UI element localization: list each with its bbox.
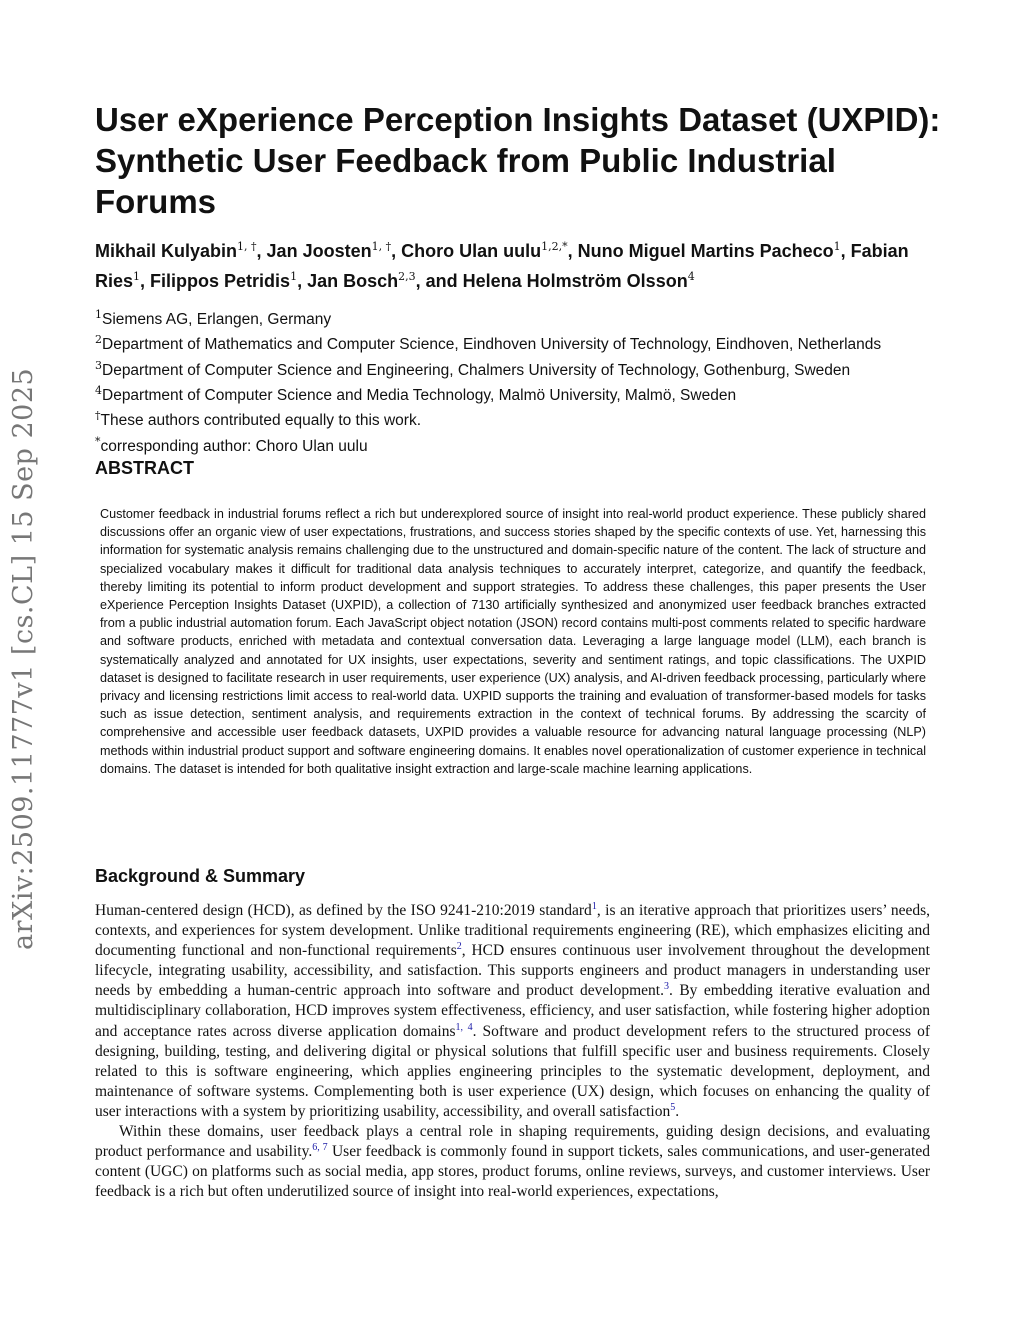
citation-link[interactable]: 2 <box>456 941 462 953</box>
affiliation-mark: 2 <box>95 333 102 347</box>
author-separator: , <box>140 271 151 291</box>
citation-link[interactable]: 3 <box>663 981 669 993</box>
author-list <box>95 234 945 294</box>
body-text: User feedback is commonly found in support tickets, sales communications, and user-generated content (UGC) on platforms such as social media, app stores, product forums, online reviews, surveys, and customer interviews. User feedback is a rich but often underutilized source of insight into real-world experiences, expectations, <box>95 1143 930 1201</box>
author-name: Choro Ulan uulu <box>401 241 542 261</box>
author-name: Nuno Miguel Martins Pacheco <box>577 241 834 261</box>
author-affiliation-mark: 1 <box>833 240 841 253</box>
affiliation-text: Department of Computer Science and Engineering, Chalmers University of Technology, Gothenburg, Sweden <box>102 361 851 379</box>
abstract-text: Customer feedback in industrial forums reflect a rich but underexplored source of insight into real-world product experience. These publicly shared discussions offer an organic view of user expectations, frustrations, and success stories shaped by the specific contexts of use. Yet, harnessing this information for systematic analysis remains challenging due to the unstructured and domain-specific nature of the content. The lack of structure and specialized vocabulary makes it difficult for traditional data analysis techniques to accurately interpret, categorize, and quantify the feedback, thereby limiting its potential to inform product development and support strategies. To address these challenges, this paper presents the User eXperience Perception Insights Dataset (UXPID), a collection of 7130 artificially synthesized and anonymized user feedback branches extracted from a public industrial automation forum. Each JavaScript object notation (JSON) record contains multi-post comments related to specific hardware and software products, enriched with metadata and contextual conversation data. Leveraging a large language model (LLM), each branch is systematically analyzed and annotated for UX insights, user expectations, severity and sentiment ratings, and topic classifications. The UXPID dataset is designed to facilitate research in user requirements, user experience (UX) analysis, and AI-driven feedback processing, particularly where privacy and licensing restrictions limit access to real-world data. UXPID supports the training and evaluation of transformer-based models for tasks such as issue detection, sentiment analysis, and requirements extraction in the context of technical forums. By addressing the scarcity of comprehensive and accessible user feedback datasets, UXPID provides a valuable resource for advancing natural language processing (NLP) methods within industrial product support and software engineering domains. It enables novel operationalization of customer experience in technical domains. The dataset is intended for both qualitative insight extraction and large-scale machine learning applications. <box>100 507 926 776</box>
body-text: . Software and product development refers to the structured process of designing, building, testing, and delivering digital or physical solutions that fulfill specific user and business requirements. Closely related to this is software engineering, which applies engineering principles to the systematic development, deployment, and maintenance of software systems. Complementing both is user experience (UX) design, which focuses on enhancing the quality of user interactions with a system by prioritizing usability, accessibility, and overall satisfaction <box>95 1022 930 1120</box>
author-separator: , <box>297 271 308 291</box>
author-separator: , <box>567 241 578 261</box>
author-affiliation-mark: 1 <box>133 270 141 283</box>
body-paragraph <box>95 901 930 1122</box>
author-name: Helena Holmström Olsson <box>462 271 688 291</box>
author-name: Filippos Petridis <box>150 271 291 291</box>
author-name: Fabian Ries <box>95 241 909 291</box>
affiliation-list <box>95 305 955 457</box>
affiliation-mark: 3 <box>95 358 102 372</box>
affiliation-mark: † <box>95 409 101 423</box>
citation-link[interactable]: 5 <box>670 1101 676 1113</box>
affiliation-item <box>95 406 955 431</box>
body-text: . By embedding iterative evaluation and multidisciplinary collaboration, HCD improves system effectiveness, efficiency, and user satisfaction, while fostering higher adoption and acceptance rates across diverse application domains <box>95 982 930 1040</box>
affiliation-item <box>95 432 955 457</box>
arxiv-identifier-stamp: arXiv:2509.11777v1 [cs.CL] 15 Sep 2025 <box>8 367 39 950</box>
affiliation-mark: * <box>95 434 101 448</box>
author-affiliation-mark: 4 <box>687 270 695 283</box>
section-body <box>95 901 930 1202</box>
affiliation-text: These authors contributed equally to this work. <box>100 412 422 430</box>
author-name: Mikhail Kulyabin <box>95 241 238 261</box>
affiliation-text: corresponding author: Choro Ulan uulu <box>100 437 368 455</box>
body-text: , HCD ensures continuous user involvement throughout the development lifecycle, integrating usability, accessibility, and satisfaction. This supports engineers and product managers in understanding user needs by embedding a human-centric approach into software and product development. <box>95 942 930 1000</box>
citation-link[interactable]: 1 <box>591 900 597 912</box>
author-affiliation-mark: 1 <box>290 270 298 283</box>
body-text: . <box>675 1102 680 1120</box>
body-paragraph <box>95 1122 930 1202</box>
affiliation-mark: 1 <box>95 308 102 321</box>
affiliation-mark: 4 <box>95 384 102 398</box>
author-separator: , <box>840 241 851 261</box>
paper-title: User eXperience Perception Insights Dataset (UXPID): Synthetic User Feedback from Public Industrial Forums <box>95 101 941 220</box>
author-affiliation-mark: 1, † <box>237 240 257 253</box>
author-name: Jan Bosch <box>307 271 399 291</box>
author-affiliation-mark: 1, † <box>371 240 392 253</box>
section-heading: Background & Summary <box>95 866 306 886</box>
affiliation-text: Department of Mathematics and Computer Science, Eindhoven University of Technology, Eindhoven, Netherlands <box>102 336 882 354</box>
body-text: Human-centered design (HCD), as defined by the ISO 9241-210:2019 standard <box>95 902 592 919</box>
citation-link[interactable]: 1, 4 <box>455 1021 473 1033</box>
author-affiliation-mark: 2,3 <box>398 270 416 283</box>
affiliation-item <box>95 381 955 406</box>
abstract-heading: ABSTRACT <box>95 458 194 478</box>
author-separator: , <box>391 241 402 261</box>
body-text: , is an iterative approach that prioritizes users’ needs, contexts, and experiences for system development. Unlike traditional requirements engineering (RE), which emphasizes eliciting and documenting functional and non-functional requirements <box>95 902 930 960</box>
author-name: Jan Joosten <box>266 241 372 261</box>
author-affiliation-mark: 1,2,* <box>541 240 568 253</box>
author-separator: , <box>256 241 267 261</box>
body-text: Within these domains, user feedback plays a central role in shaping requirements, guiding design decisions, and evaluating product performance and usability. <box>95 1123 930 1161</box>
affiliation-item <box>95 305 955 330</box>
affiliation-item <box>95 356 955 381</box>
citation-link[interactable]: 6, 7 <box>312 1141 328 1153</box>
affiliation-text: Department of Computer Science and Media Technology, Malmö University, Malmö, Sweden <box>102 387 737 405</box>
affiliation-text: Siemens AG, Erlangen, Germany <box>102 311 332 329</box>
author-separator: , and <box>415 271 463 291</box>
affiliation-item <box>95 330 955 355</box>
